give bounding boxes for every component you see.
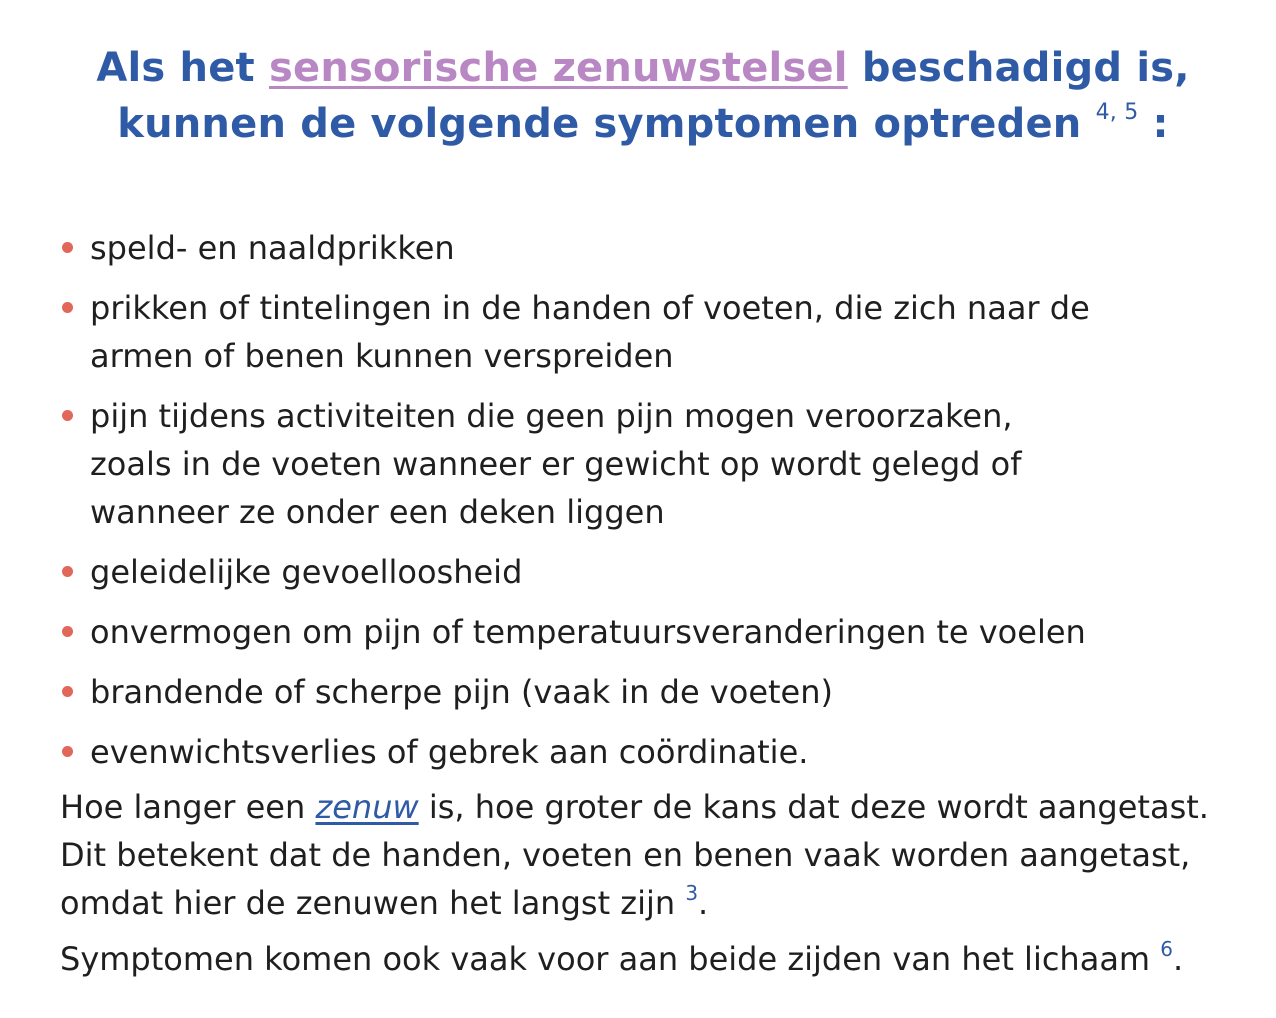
paragraph2-text: Symptomen komen ook vaak voor aan beide zijden van het lichaam	[60, 940, 1151, 978]
nerve-length-paragraph	[60, 783, 1230, 927]
sensory-nervous-system-link[interactable]: sensorische zenuwstelsel	[268, 45, 848, 91]
symmetry-paragraph	[60, 935, 1230, 983]
symptom-text: onvermogen om pijn of temperatuursveranderingen te voelen	[90, 613, 1086, 651]
title-line2: kunnen de volgende symptomen optreden	[117, 101, 1082, 147]
title-references[interactable]: 4, 5	[1095, 100, 1139, 125]
list-item	[60, 608, 1220, 656]
title-prefix: Als het	[96, 45, 269, 91]
list-item	[60, 548, 1220, 596]
symptom-text: pijn tijdens activiteiten die geen pijn mogen veroorzaken, zoals in de voeten wanneer er gewicht op wordt gelegd of wanneer ze onder een deken liggen	[90, 397, 1022, 531]
symptom-list	[60, 224, 1220, 788]
list-item	[60, 668, 1220, 716]
list-item	[60, 224, 1220, 272]
bullet-icon	[62, 566, 73, 577]
bullet-icon	[62, 302, 73, 313]
bullet-icon	[62, 746, 73, 757]
list-item	[60, 728, 1220, 776]
bullet-icon	[62, 410, 73, 421]
paragraph1-before: Hoe langer een	[60, 788, 316, 826]
symptom-text: geleidelijke gevoelloosheid	[90, 553, 523, 591]
symptom-text: speld- en naaldprikken	[90, 229, 455, 267]
nerve-link[interactable]: zenuw	[315, 788, 419, 826]
list-item	[60, 284, 1110, 380]
paragraph1-end: .	[698, 884, 709, 922]
symptom-text: evenwichtsverlies of gebrek aan coördinatie.	[90, 733, 809, 771]
bullet-icon	[62, 626, 73, 637]
bullet-icon	[62, 242, 73, 253]
bullet-icon	[62, 686, 73, 697]
paragraph1-reference[interactable]: 3	[685, 881, 699, 905]
symptom-text: brandende of scherpe pijn (vaak in de voeten)	[90, 673, 833, 711]
title-middle: beschadigd is,	[847, 45, 1190, 91]
paragraph2-reference[interactable]: 6	[1160, 937, 1173, 961]
page-title	[60, 0, 1226, 152]
symptom-text: prikken of tintelingen in de handen of voeten, die zich naar de armen of benen kunnen verspreiden	[90, 289, 1090, 375]
paragraph2-end: .	[1173, 940, 1184, 978]
paragraph1-after: is, hoe groter de kans dat deze wordt aangetast. Dit betekent dat de handen, voeten en benen vaak worden aangetast, omdat hier de zenuwen het langst zijn	[60, 788, 1209, 922]
title-suffix: :	[1138, 101, 1169, 147]
list-item	[60, 392, 1090, 536]
